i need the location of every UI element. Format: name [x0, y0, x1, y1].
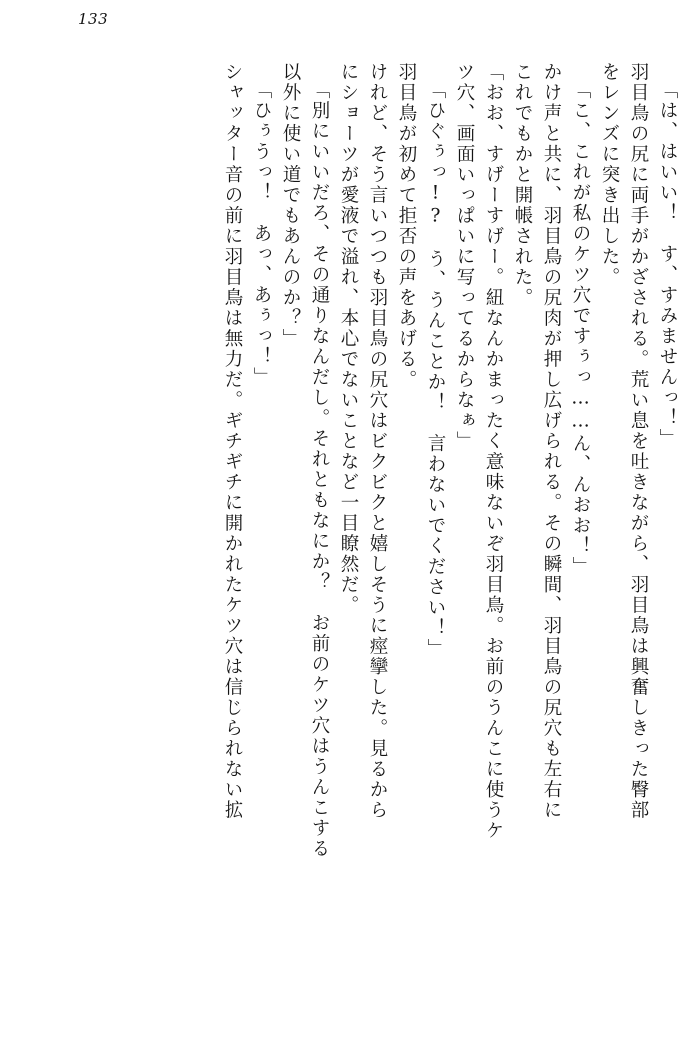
text-line: 羽目鳥の尻に両手がかざされる。荒い息を吐きながら、羽目鳥は興奮しきった臀部	[628, 62, 649, 821]
page-number: 133	[78, 10, 109, 28]
text-line: にショーツが愛液で溢れ、本心でないことなど一目瞭然だ。	[338, 62, 359, 616]
text-line: 以外に使い道でもあんのか？」	[280, 62, 301, 349]
text-line: かけ声と共に、羽目鳥の尻肉が押し広げられる。その瞬間、羽目鳥の尻穴も左右に	[541, 62, 562, 821]
text-line: 「は、はいい！ す、すみませんっ！」	[657, 80, 678, 449]
text-line: ツ穴、画面いっぱいに写ってるからなぁ」	[454, 62, 475, 452]
text-line: をレンズに突き出した。	[599, 62, 620, 288]
text-line: 「ひぐぅっ!? う、うんことか！ 言わないでください！」	[425, 80, 446, 659]
text-line: 羽目鳥が初めて拒否の声をあげる。	[396, 62, 417, 390]
text-line: 「おお、すげーすげー。紐なんかまったく意味ないぞ羽目鳥。お前のうんこに使うケ	[483, 62, 504, 841]
vertical-body-text	[30, 62, 676, 1022]
text-line: 「こ、これが私のケツ穴ですぅっ……ん、んおお！」	[570, 80, 591, 577]
text-line: 「別にいいだろ、その通りなんだし。それともなにか？ お前のケツ穴はうんこする	[309, 80, 330, 859]
text-line: シャッター音の前に羽目鳥は無力だ。ギチギチに開かれたケツ穴は信じられない拡	[222, 62, 243, 821]
text-line: 「ひぅうっ！ あっ、あぅっ！」	[251, 80, 272, 388]
text-line: けれど、そう言いつつも羽目鳥の尻穴はビクビクと嬉しそうに痙攣した。見るから	[367, 62, 388, 821]
text-line: これでもかと開帳された。	[512, 62, 533, 308]
